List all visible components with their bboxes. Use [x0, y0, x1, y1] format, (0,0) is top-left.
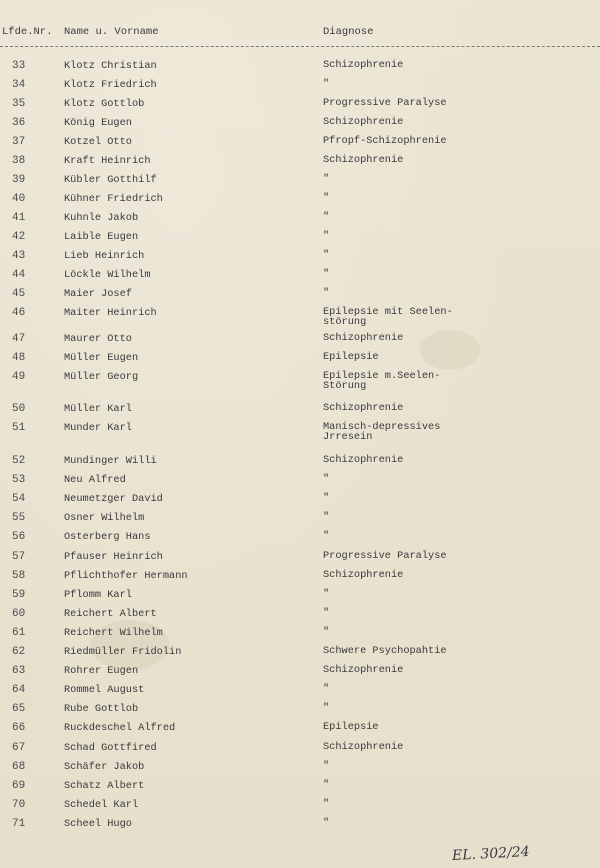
table-row — [0, 512, 600, 532]
diagnosis: " — [323, 607, 330, 619]
row-number: 52 — [12, 455, 26, 467]
table-row — [0, 703, 600, 723]
row-number: 62 — [12, 646, 26, 658]
row-number: 36 — [12, 117, 26, 129]
row-number: 42 — [12, 231, 26, 243]
row-number: 59 — [12, 589, 26, 601]
diagnosis: " — [323, 760, 330, 772]
patient-name: Rohrer Eugen — [64, 665, 139, 677]
patient-name: Kraft Heinrich — [64, 155, 151, 167]
diagnosis: " — [323, 78, 330, 90]
table-row — [0, 570, 600, 590]
table-row — [0, 352, 600, 372]
patient-name: Müller Georg — [64, 371, 139, 383]
header-name: Name u. Vorname — [64, 26, 159, 38]
diagnosis: " — [323, 268, 330, 280]
table-row — [0, 60, 600, 80]
diagnosis: Schizophrenie — [323, 664, 404, 676]
table-row — [0, 193, 600, 213]
table-row — [0, 231, 600, 251]
row-number: 47 — [12, 333, 26, 345]
patient-name: Schäfer Jakob — [64, 761, 145, 773]
diagnosis: " — [323, 230, 330, 242]
patient-name: Klotz Gottlob — [64, 98, 145, 110]
row-number: 45 — [12, 288, 26, 300]
patient-name: Pfauser Heinrich — [64, 551, 163, 563]
table-header — [0, 26, 600, 42]
row-number: 71 — [12, 818, 26, 830]
patient-name: Löckle Wilhelm — [64, 269, 151, 281]
row-number: 61 — [12, 627, 26, 639]
table-row — [0, 531, 600, 551]
row-number: 40 — [12, 193, 26, 205]
patient-name: Osterberg Hans — [64, 531, 151, 543]
table-row — [0, 117, 600, 137]
table-row — [0, 627, 600, 647]
patient-name: Laible Eugen — [64, 231, 139, 243]
table-row — [0, 761, 600, 781]
table-row — [0, 780, 600, 800]
diagnosis: " — [323, 473, 330, 485]
patient-name: Müller Eugen — [64, 352, 139, 364]
diagnosis: " — [323, 192, 330, 204]
table-row — [0, 288, 600, 308]
diagnosis: " — [323, 683, 330, 695]
diagnosis: Progressive Paralyse — [323, 550, 447, 562]
table-row — [0, 155, 600, 175]
patient-name: Neumetzger David — [64, 493, 163, 505]
diagnosis: " — [323, 287, 330, 299]
diagnosis: Schizophrenie — [323, 332, 404, 344]
diagnosis: " — [323, 588, 330, 600]
row-number: 63 — [12, 665, 26, 677]
patient-name: Kotzel Otto — [64, 136, 132, 148]
table-row — [0, 422, 600, 442]
patient-name: Lieb Heinrich — [64, 250, 145, 262]
table-row — [0, 493, 600, 513]
row-number: 49 — [12, 371, 26, 383]
row-number: 33 — [12, 60, 26, 72]
patient-name: Pflomm Karl — [64, 589, 132, 601]
header-number: Lfde.Nr. — [2, 26, 53, 38]
row-number: 67 — [12, 742, 26, 754]
patient-name: Reichert Wilhelm — [64, 627, 163, 639]
row-number: 58 — [12, 570, 26, 582]
patient-name: Schad Gottfired — [64, 742, 157, 754]
row-number: 50 — [12, 403, 26, 415]
patient-name: Schatz Albert — [64, 780, 145, 792]
diagnosis: " — [323, 530, 330, 542]
patient-name: Rube Gottlob — [64, 703, 139, 715]
patient-name: Pflichthofer Hermann — [64, 570, 188, 582]
table-row — [0, 818, 600, 838]
row-number: 57 — [12, 551, 26, 563]
table-row — [0, 136, 600, 156]
row-number: 41 — [12, 212, 26, 224]
diagnosis: Epilepsie — [323, 721, 379, 733]
table-row — [0, 333, 600, 353]
patient-name: Rommel August — [64, 684, 145, 696]
row-number: 38 — [12, 155, 26, 167]
table-row — [0, 250, 600, 270]
diagnosis: " — [323, 702, 330, 714]
row-number: 44 — [12, 269, 26, 281]
diagnosis: Schizophrenie — [323, 741, 404, 753]
diagnosis: Pfropf-Schizophrenie — [323, 135, 447, 147]
diagnosis: Progressive Paralyse — [323, 97, 447, 109]
patient-name: Munder Karl — [64, 422, 132, 434]
patient-name: Maier Josef — [64, 288, 132, 300]
diagnosis: " — [323, 817, 330, 829]
row-number: 34 — [12, 79, 26, 91]
patient-name: Reichert Albert — [64, 608, 157, 620]
table-row — [0, 665, 600, 685]
header-divider — [0, 46, 600, 47]
diagnosis: " — [323, 626, 330, 638]
diagnosis: Schizophrenie — [323, 454, 404, 466]
table-row — [0, 646, 600, 666]
archive-signature: EL. 302/24 — [451, 843, 531, 865]
row-number: 55 — [12, 512, 26, 524]
row-number: 51 — [12, 422, 26, 434]
row-number: 56 — [12, 531, 26, 543]
diagnosis: Schwere Psychopahtie — [323, 645, 447, 657]
patient-name: Maiter Heinrich — [64, 307, 157, 319]
diagnosis: Schizophrenie — [323, 154, 404, 166]
patient-name: Mundinger Willi — [64, 455, 157, 467]
table-row — [0, 608, 600, 628]
patient-name: König Eugen — [64, 117, 132, 129]
diagnosis: Schizophrenie — [323, 116, 404, 128]
table-row — [0, 212, 600, 232]
diagnosis: " — [323, 779, 330, 791]
row-number: 37 — [12, 136, 26, 148]
table-row — [0, 722, 600, 742]
row-number: 43 — [12, 250, 26, 262]
patient-name: Scheel Hugo — [64, 818, 132, 830]
row-number: 35 — [12, 98, 26, 110]
row-number: 70 — [12, 799, 26, 811]
patient-name: Kühner Friedrich — [64, 193, 163, 205]
diagnosis: " — [323, 798, 330, 810]
patient-name: Müller Karl — [64, 403, 132, 415]
diagnosis: Epilepsie — [323, 351, 379, 363]
diagnosis: Manisch-depressives Jrresein — [323, 421, 441, 443]
patient-name: Neu Alfred — [64, 474, 126, 486]
row-number: 46 — [12, 307, 26, 319]
diagnosis: Epilepsie mit Seelen- störung — [323, 306, 453, 328]
patient-name: Maurer Otto — [64, 333, 132, 345]
table-row — [0, 799, 600, 819]
table-row — [0, 684, 600, 704]
row-number: 64 — [12, 684, 26, 696]
row-number: 65 — [12, 703, 26, 715]
table-row — [0, 589, 600, 609]
table-row — [0, 403, 600, 423]
patient-name: Riedmüller Fridolin — [64, 646, 182, 658]
table-row — [0, 742, 600, 762]
table-row — [0, 79, 600, 99]
table-row — [0, 551, 600, 571]
diagnosis: Epilepsie m.Seelen- Störung — [323, 370, 441, 392]
diagnosis: " — [323, 173, 330, 185]
table-row — [0, 174, 600, 194]
table-row — [0, 455, 600, 475]
row-number: 53 — [12, 474, 26, 486]
patient-name: Osner Wilhelm — [64, 512, 145, 524]
patient-name: Klotz Friedrich — [64, 79, 157, 91]
diagnosis: " — [323, 492, 330, 504]
patient-name: Ruckdeschel Alfred — [64, 722, 176, 734]
diagnosis: " — [323, 211, 330, 223]
table-row — [0, 474, 600, 494]
diagnosis: Schizophrenie — [323, 402, 404, 414]
row-number: 54 — [12, 493, 26, 505]
table-row — [0, 269, 600, 289]
table-row — [0, 98, 600, 118]
patient-name: Kuhnle Jakob — [64, 212, 139, 224]
patient-name: Kübler Gotthilf — [64, 174, 157, 186]
diagnosis: Schizophrenie — [323, 59, 404, 71]
row-number: 68 — [12, 761, 26, 773]
row-number: 39 — [12, 174, 26, 186]
row-number: 60 — [12, 608, 26, 620]
header-diagnosis: Diagnose — [323, 26, 374, 38]
patient-name: Schedel Karl — [64, 799, 139, 811]
row-number: 48 — [12, 352, 26, 364]
table-row — [0, 371, 600, 391]
diagnosis: Schizophrenie — [323, 569, 404, 581]
table-row — [0, 307, 600, 327]
row-number: 66 — [12, 722, 26, 734]
diagnosis: " — [323, 249, 330, 261]
row-number: 69 — [12, 780, 26, 792]
patient-name: Klotz Christian — [64, 60, 157, 72]
diagnosis: " — [323, 511, 330, 523]
